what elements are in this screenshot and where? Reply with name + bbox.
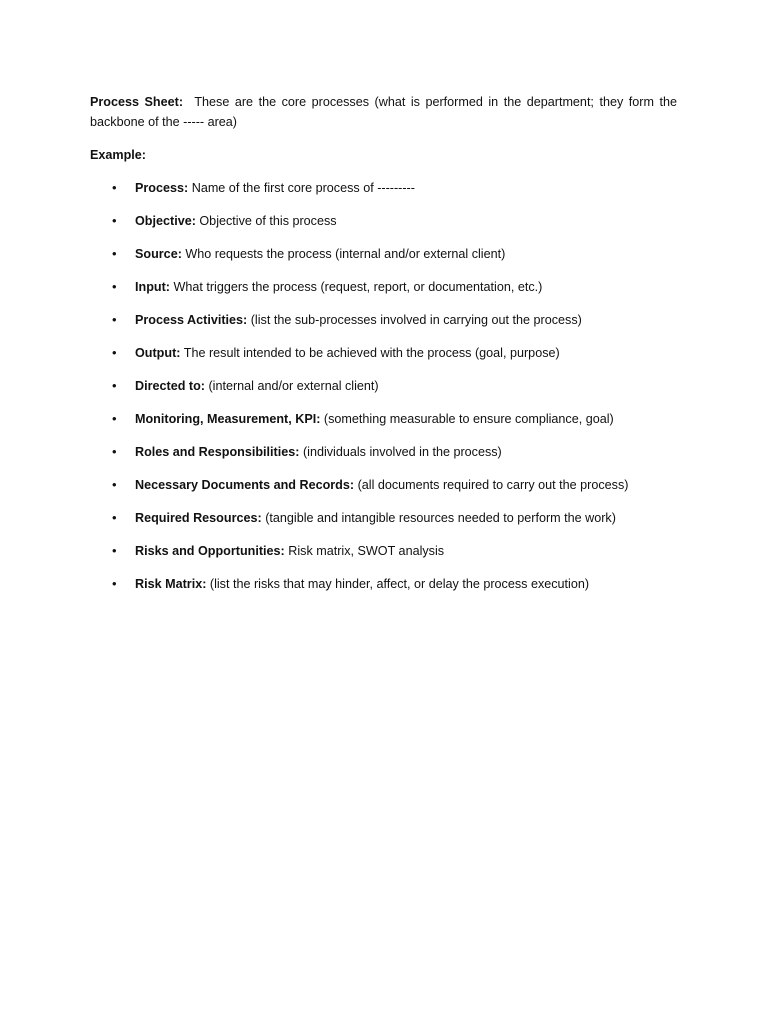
bullet-icon: • xyxy=(112,213,117,228)
item-text: (tangible and intangible resources needed to perform the work) xyxy=(265,511,616,525)
list-item-objective xyxy=(90,211,677,231)
list-item-output xyxy=(90,343,677,363)
list-item-risk-matrix xyxy=(90,574,677,594)
bullet-icon: • xyxy=(112,510,117,525)
list-item-roles xyxy=(90,442,677,462)
bullet-icon: • xyxy=(112,444,117,459)
item-term: Roles and Responsibilities: xyxy=(135,445,300,459)
example-heading: Example: xyxy=(90,148,146,162)
item-text: Risk matrix, SWOT analysis xyxy=(288,544,445,558)
item-term: Required Resources: xyxy=(135,511,262,525)
bullet-icon: • xyxy=(112,477,117,492)
list-item-documents xyxy=(90,475,677,495)
list-item-directed-to xyxy=(90,376,677,396)
item-term: Risk Matrix: xyxy=(135,577,207,591)
bullet-icon: • xyxy=(112,411,117,426)
item-text: (list the sub-processes involved in carrying out the process) xyxy=(250,313,582,327)
item-text: Objective of this process xyxy=(199,214,337,228)
bullet-icon: • xyxy=(112,246,117,261)
item-text: Name of the first core process of --------- xyxy=(191,181,415,195)
item-term: Risks and Opportunities: xyxy=(135,544,285,558)
bullet-icon: • xyxy=(112,279,117,294)
item-term: Source: xyxy=(135,247,182,261)
document-page xyxy=(90,92,677,607)
bullet-icon: • xyxy=(112,312,117,327)
item-term: Monitoring, Measurement, KPI: xyxy=(135,412,321,426)
item-text: The result intended to be achieved with the process (goal, purpose) xyxy=(183,346,560,360)
item-term: Process: xyxy=(135,181,189,195)
list-item-process xyxy=(90,178,677,198)
intro-paragraph xyxy=(90,92,677,132)
list-item-process-activities xyxy=(90,310,677,330)
list-item-source xyxy=(90,244,677,264)
item-text: (something measurable to ensure compliance, goal) xyxy=(323,412,614,426)
bullet-icon: • xyxy=(112,543,117,558)
process-attribute-list xyxy=(90,178,677,594)
item-term: Directed to: xyxy=(135,379,205,393)
list-item-resources xyxy=(90,508,677,528)
item-text: (list the risks that may hinder, affect, or delay the process execution) xyxy=(209,577,590,591)
bullet-icon: • xyxy=(112,180,117,195)
bullet-icon: • xyxy=(112,345,117,360)
item-term: Input: xyxy=(135,280,170,294)
item-text: (internal and/or external client) xyxy=(208,379,379,393)
bullet-icon: • xyxy=(112,576,117,591)
item-term: Objective: xyxy=(135,214,196,228)
item-text: (all documents required to carry out the process) xyxy=(357,478,629,492)
item-term: Output: xyxy=(135,346,181,360)
item-text: Who requests the process (internal and/or external client) xyxy=(185,247,506,261)
intro-text: These are the core processes (what is performed in the department; they form the backbone of the ----- area) xyxy=(90,95,677,129)
item-term: Process Activities: xyxy=(135,313,248,327)
intro-label: Process Sheet: xyxy=(90,95,184,109)
list-item-risks-opportunities xyxy=(90,541,677,561)
item-text: What triggers the process (request, report, or documentation, etc.) xyxy=(173,280,543,294)
item-term: Necessary Documents and Records: xyxy=(135,478,355,492)
list-item-input xyxy=(90,277,677,297)
bullet-icon: • xyxy=(112,378,117,393)
list-item-monitoring-kpi xyxy=(90,409,677,429)
item-text: (individuals involved in the process) xyxy=(302,445,502,459)
